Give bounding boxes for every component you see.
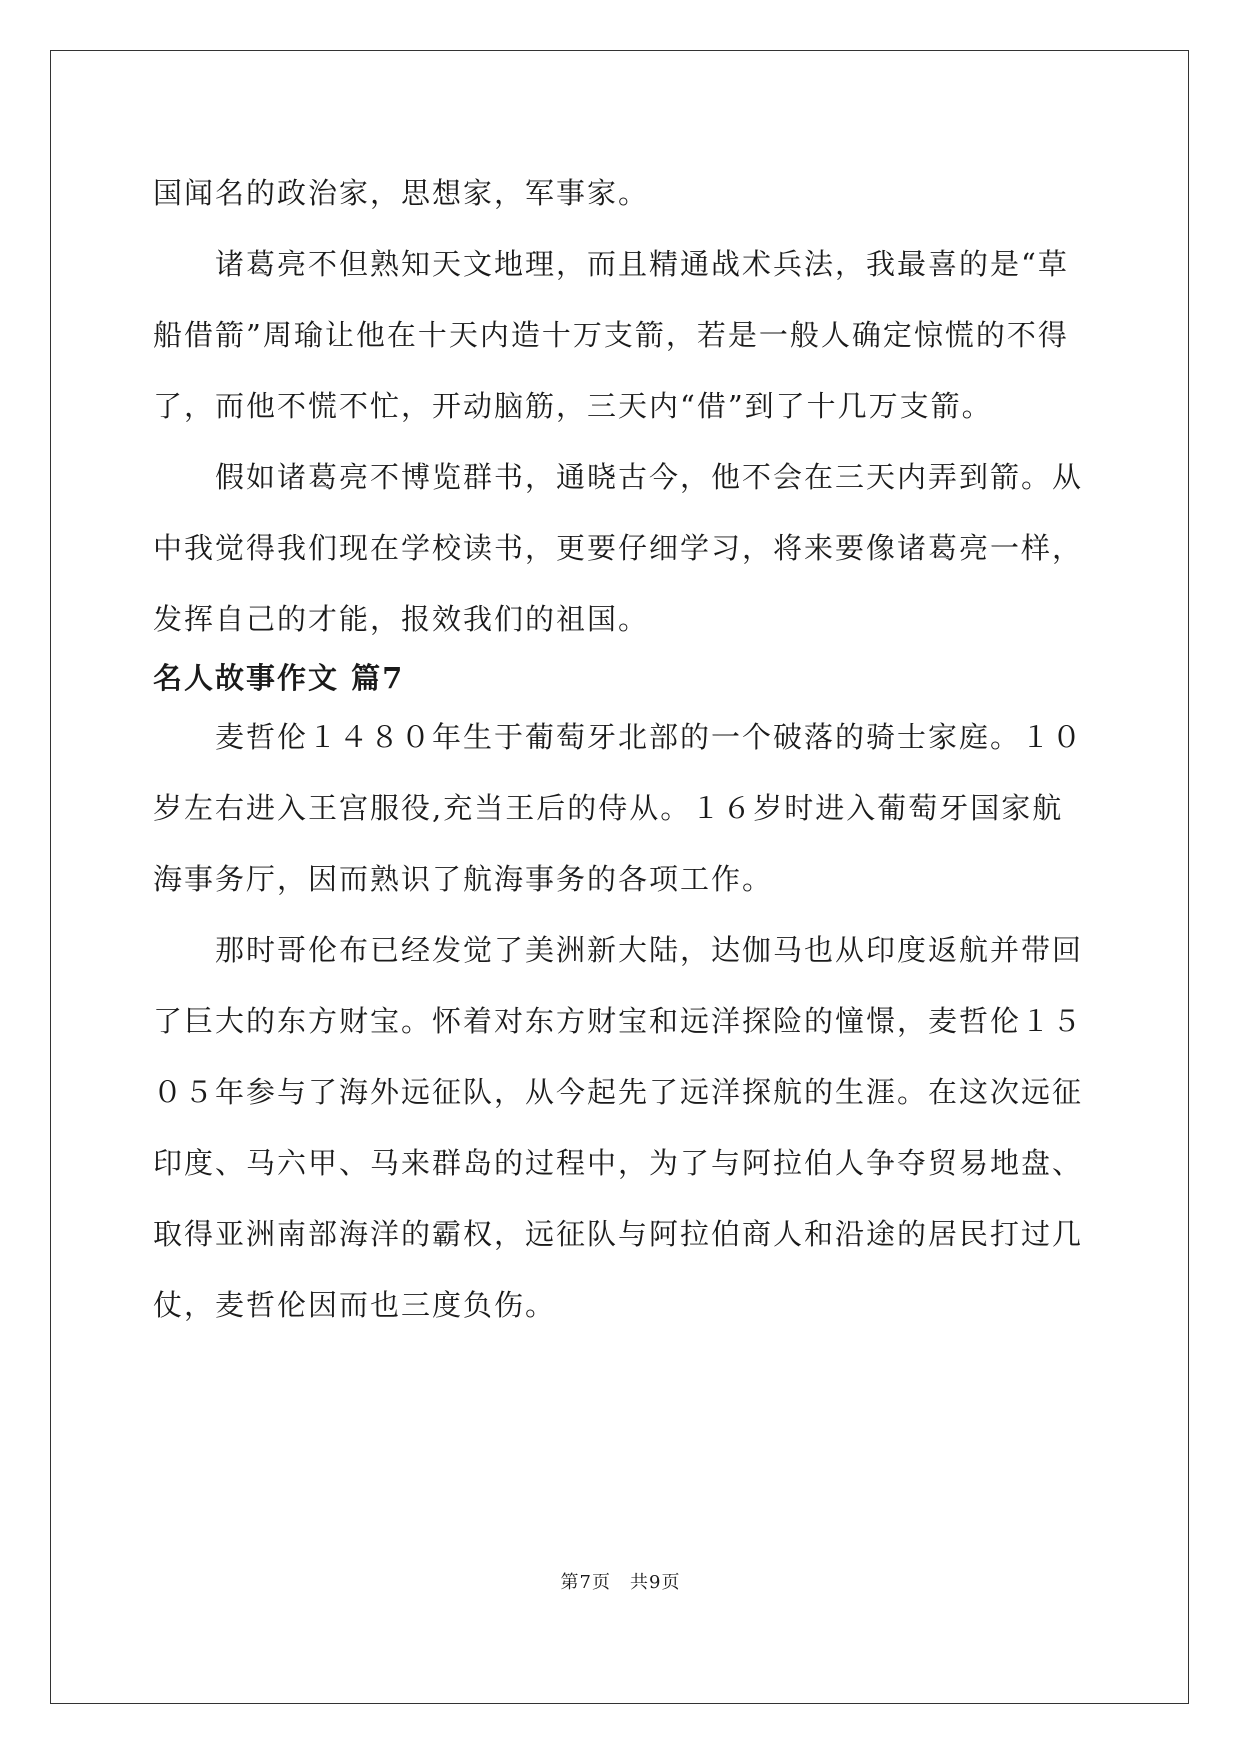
paragraph-magellan-early-life: 麦哲伦１４８０年生于葡萄牙北部的一个破落的骑士家庭。１０岁左右进入王宫服役,充当王后的侍从。１６岁时进入葡萄牙国家航海事务厅，因而熟识了航海事务的各项工作。 — [153, 720, 1084, 896]
section-heading: 名人故事作文 篇7 — [153, 661, 405, 695]
paragraph-zhuge-arrows: 诸葛亮不但熟知天文地理，而且精通战术兵法，我最喜的是“草船借箭”周瑜让他在十天内造十万支箭，若是一般人确定惊慌的不得了，而他不慌不忙，开动脑筋，三天内“借”到了十几万支箭。 — [153, 247, 1069, 423]
paragraph-magellan-expedition: 那时哥伦布已经发觉了美洲新大陆，达伽马也从印度返航并带回了巨大的东方财宝。怀着对东方财宝和远洋探险的憧憬，麦哲伦１５０５年参与了海外远征队，从今起先了远洋探航的生涯。在这次远征印度、马六甲、马来群岛的过程中，为了与阿拉伯人争夺贸易地盘、取得亚洲南部海洋的霸权，远征队与阿拉伯商人和沿途的居民打过几仗，麦哲伦因而也三度负伤。 — [153, 933, 1084, 1322]
document-body — [153, 158, 1088, 1341]
paragraph-continuation: 国闻名的政治家，思想家，军事家。 — [153, 176, 650, 210]
paragraph-zhuge-lesson: 假如诸葛亮不博览群书，通晓古今，他不会在三天内弄到箭。从中我觉得我们现在学校读书，更要仔细学习，将来要像诸葛亮一样，发挥自己的才能，报效我们的祖国。 — [153, 460, 1084, 636]
page-footer: 第7页 共9页 — [560, 1572, 681, 1593]
